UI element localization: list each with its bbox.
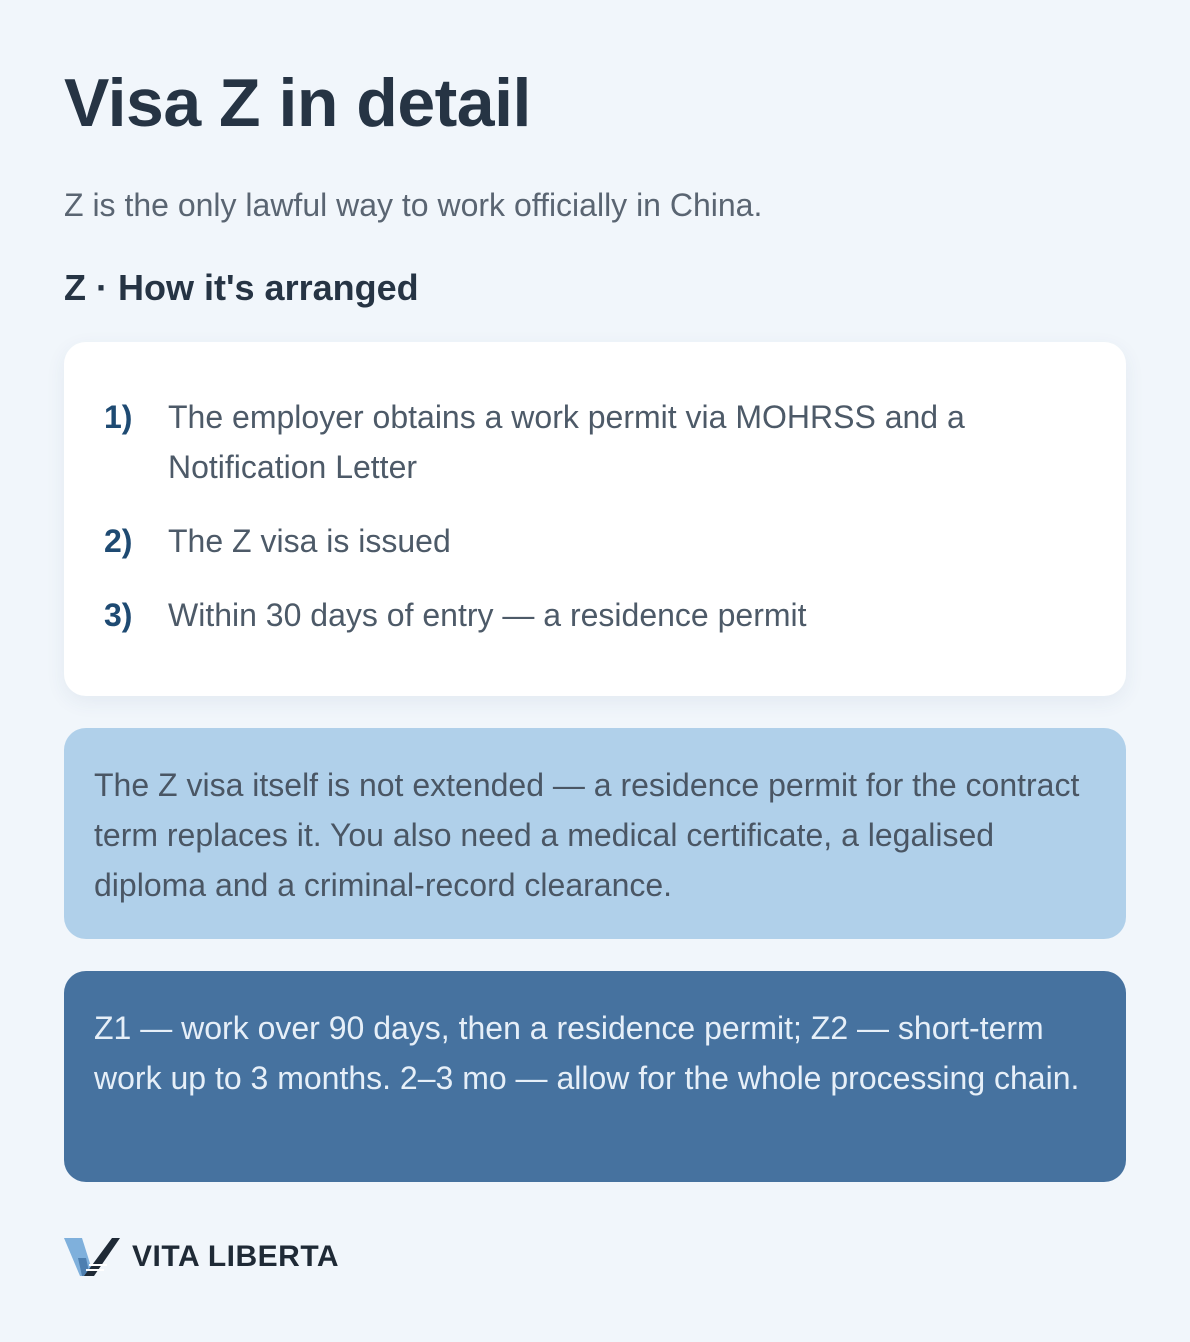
step-item bbox=[104, 516, 1086, 566]
step-number: 3) bbox=[104, 597, 133, 633]
info-card bbox=[64, 971, 1126, 1182]
step-item bbox=[104, 590, 1086, 640]
step-number: 1) bbox=[104, 399, 133, 435]
steps-card bbox=[64, 342, 1126, 696]
step-number: 2) bbox=[104, 523, 133, 559]
page-title: Visa Z in detail bbox=[64, 65, 531, 141]
brand-footer bbox=[64, 1236, 339, 1278]
info-text: Z1 — work over 90 days, then a residence permit; Z2 — short-term work up to 3 months. 2–3 mo — allow for the whole processing chain. bbox=[94, 1010, 1080, 1096]
step-item bbox=[104, 392, 1086, 492]
step-text: The Z visa is issued bbox=[168, 523, 451, 559]
vita-liberta-logo-icon bbox=[64, 1236, 120, 1278]
brand-name: VITA LIBERTA bbox=[132, 1240, 340, 1273]
note-card bbox=[64, 728, 1126, 939]
page-subtitle: Z is the only lawful way to work officially in China. bbox=[64, 187, 763, 223]
step-text: The employer obtains a work permit via MOHRSS and a Notification Letter bbox=[168, 399, 965, 485]
note-text: The Z visa itself is not extended — a residence permit for the contract term replaces it. You also need a medical certificate, a legalised diploma and a criminal-record clearance. bbox=[94, 767, 1080, 903]
section-heading: Z · How it's arranged bbox=[64, 267, 419, 308]
step-text: Within 30 days of entry — a residence permit bbox=[168, 597, 807, 633]
